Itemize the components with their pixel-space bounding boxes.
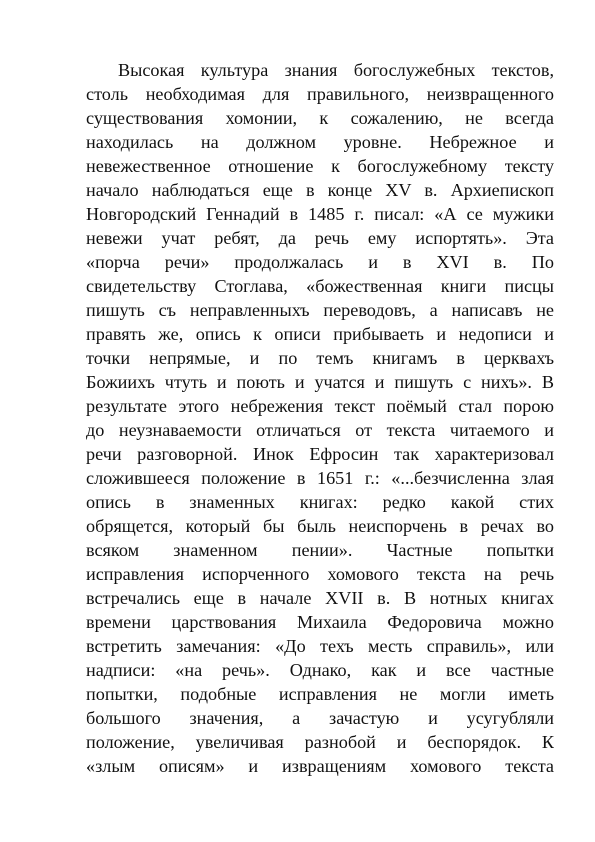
paragraph-line: исправления испорченного хомового текста на речь	[86, 564, 554, 584]
paragraph-line: опись в знаменных книгах: редко какой стих	[86, 492, 554, 512]
paragraph-line: попытки, подобные исправления не могли иметь	[86, 684, 554, 704]
paragraph-line: до неузнаваемости отличаться от текста читаемого и	[86, 420, 554, 440]
paragraph-line: большого значения, а зачастую и усугубляли	[86, 708, 554, 728]
paragraph-line: невежи учат ребят, да речь ему испортять». Эта	[86, 228, 554, 248]
paragraph-line: времени царствования Михаила Федоровича можно	[86, 612, 554, 632]
paragraph-line: пишуть съ неправленныхъ переводовъ, а написавъ не	[86, 300, 554, 320]
paragraph-line: обрящется, который бы быль неиспорчень в речах во	[86, 516, 554, 536]
paragraph-line: Божиихъ чтуть и поють и учатся и пишуть с нихъ». В	[86, 372, 554, 392]
paragraph-line: свидетельству Стоглава, «божественная книги писцы	[86, 276, 554, 296]
paragraph-line: встретить замечания: «До техъ месть справиль», или	[86, 636, 554, 656]
paragraph-line: Новгородский Геннадий в 1485 г. писал: «А се мужики	[86, 204, 554, 224]
paragraph-line: надписи: «на речь». Однако, как и все частные	[86, 660, 554, 680]
paragraph-line: находилась на должном уровне. Небрежное и	[86, 132, 554, 152]
paragraph-line: Высокая культура знания богослужебных текстов,	[118, 60, 554, 80]
paragraph-line: «порча речи» продолжалась и в XVI в. По	[86, 252, 554, 272]
paragraph-line: столь необходимая для правильного, неизвращенного	[86, 84, 554, 104]
paragraph-line: всяком знаменном пении». Частные попытки	[86, 540, 554, 560]
paragraph-line: начало наблюдаться еще в конце XV в. Архиепископ	[86, 180, 554, 200]
paragraph-line: положение, увеличивая разнобой и беспорядок. К	[86, 732, 554, 752]
paragraph-line: невежественное отношение к богослужебному тексту	[86, 156, 554, 176]
paragraph-line: результате этого небрежения текст поёмый стал порою	[86, 396, 554, 416]
paragraph-line: сложившееся положение в 1651 г.: «...безчисленна злая	[86, 468, 554, 488]
paragraph-line: речи разговорной. Инок Ефросин так характеризовал	[86, 444, 554, 464]
paragraph-line: правять же, опись к описи прибываеть и недописи и	[86, 324, 554, 344]
paragraph-line: встречались еще в начале XVII в. В нотных книгах	[86, 588, 554, 608]
paragraph-line: точки непрямые, и по темъ книгамъ в церквахъ	[86, 348, 554, 368]
paragraph-line: «злым описям» и извращениям хомового текста	[86, 756, 554, 776]
paragraph-line: существования хомонии, к сожалению, не всегда	[86, 108, 554, 128]
body-paragraph	[86, 58, 554, 778]
